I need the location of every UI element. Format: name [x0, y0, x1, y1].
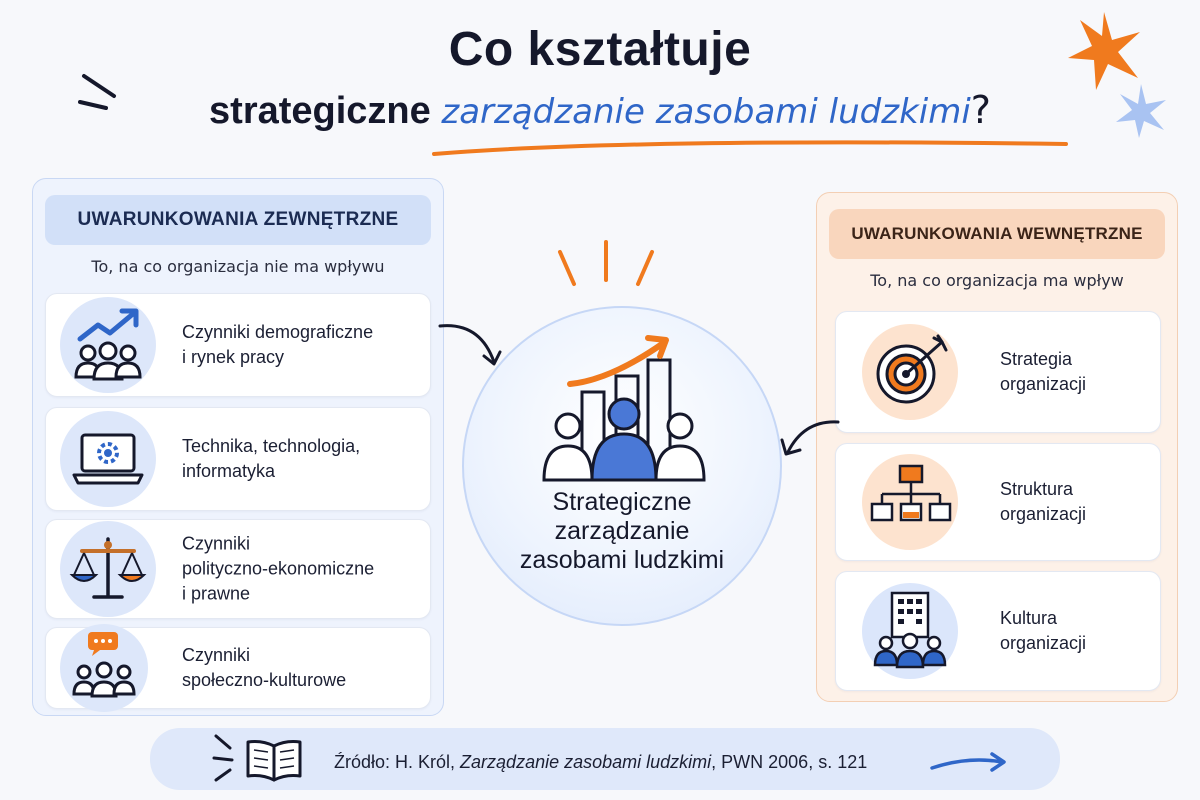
internal-conditions-panel [816, 192, 1178, 702]
internal-item-label: Kultura organizacji [1000, 608, 1087, 653]
building-people-icon [862, 583, 958, 679]
demographics-icon [60, 297, 156, 393]
org-chart-icon [862, 454, 958, 550]
external-item-political-economic [45, 519, 431, 619]
people-chat-icon [60, 624, 148, 712]
book-icon [244, 736, 304, 784]
title-highlight: zarządzanie zasobami ludzkimi [441, 92, 971, 132]
arrow-external-to-center [436, 318, 510, 374]
external-item-socio-cultural [45, 627, 431, 709]
external-subtitle: To, na co organizacja nie ma wpływu [91, 257, 385, 276]
team-growth-icon [530, 322, 720, 482]
sparkle-lines [552, 238, 662, 298]
internal-item-label: Struktura organizacji [1000, 479, 1087, 524]
internal-item-structure [835, 443, 1161, 561]
citation-suffix: , PWN 2006, s. 121 [711, 752, 868, 772]
central-concept-label: Strategiczne zarządzanie zasobami ludzkimi [519, 488, 725, 574]
external-item-label: Czynniki społeczno-kulturowe [182, 645, 347, 690]
external-conditions-panel [32, 178, 444, 716]
external-item-label: Czynniki demograficzne i rynek pracy [182, 322, 374, 367]
internal-header: UWARUNKOWANIA WEWNĘTRZNE [829, 209, 1165, 259]
internal-item-label: Strategia organizacji [1000, 349, 1087, 394]
external-item-label: Czynniki polityczno-ekonomiczne i prawne [182, 533, 375, 604]
footer-arrow-icon [928, 748, 1012, 778]
internal-subtitle: To, na co organizacja ma wpływ [870, 271, 1124, 290]
source-citation [334, 752, 867, 773]
external-item-label: Technika, technologia, informatyka [182, 436, 361, 481]
external-item-technology [45, 407, 431, 511]
page-title-line2 [0, 88, 1200, 133]
arrow-internal-to-center [774, 412, 844, 462]
title-underline [430, 130, 1070, 160]
internal-item-strategy [835, 311, 1161, 433]
title-plain: strategiczne [209, 90, 431, 132]
page-title-line1: Co kształtuje [448, 23, 752, 76]
footer-accent-strokes [210, 730, 240, 786]
internal-item-culture [835, 571, 1161, 691]
title-question-mark: ? [970, 88, 991, 132]
target-icon [862, 324, 958, 420]
external-header: UWARUNKOWANIA ZEWNĘTRZNE [45, 195, 431, 245]
scales-icon [60, 521, 156, 617]
external-item-demographics [45, 293, 431, 397]
citation-prefix: Źródło: H. Król, [334, 752, 461, 772]
citation-book-title: Zarządzanie zasobami ludzkimi [460, 752, 712, 772]
laptop-gear-icon [60, 411, 156, 507]
